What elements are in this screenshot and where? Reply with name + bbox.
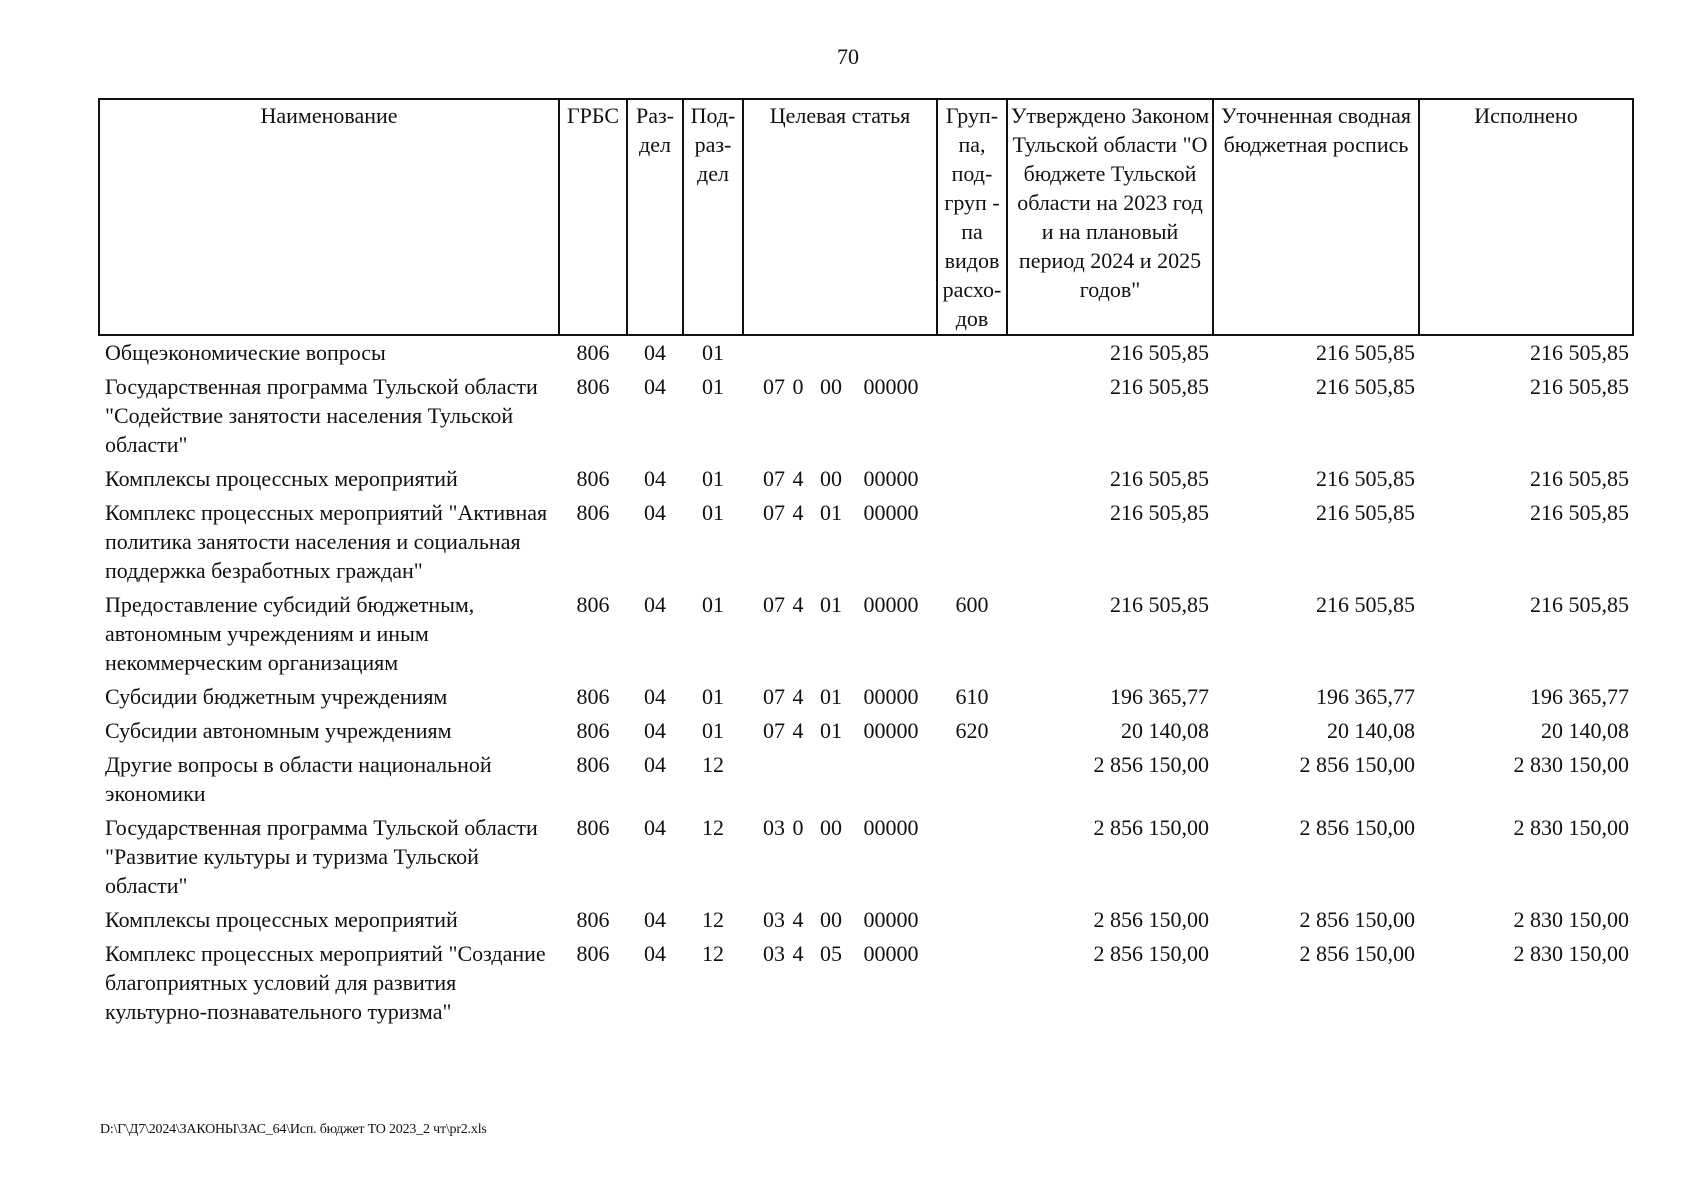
row-name: Государственная программа Тульской области "Содействие занятости населения Тульской области"	[105, 374, 538, 457]
target-type: 0	[792, 374, 804, 399]
row-podrazdel: 01	[702, 684, 724, 709]
row-group	[937, 462, 1007, 496]
target-event: 00	[820, 374, 842, 399]
table-row	[99, 748, 1633, 811]
header-grbs: ГРБС	[559, 99, 627, 335]
target-type: 4	[792, 500, 804, 525]
row-target	[743, 335, 937, 370]
row-name: Комплекс процессных мероприятий "Создание благоприятных условий для развития культурно-познавательного туризма"	[105, 941, 546, 1024]
row-razdel: 04	[644, 466, 666, 491]
table-row	[99, 903, 1633, 937]
target-type: 4	[792, 907, 804, 932]
row-target	[743, 588, 937, 680]
table-row	[99, 588, 1633, 680]
target-direction: 00000	[863, 941, 919, 966]
target-event: 01	[820, 500, 842, 525]
target-type: 4	[792, 466, 804, 491]
row-group: 610	[955, 684, 989, 709]
row-name: Субсидии автономным учреждениям	[105, 718, 452, 743]
target-type: 4	[792, 592, 804, 617]
row-target	[743, 937, 937, 1029]
row-name: Другие вопросы в области национальной экономики	[105, 752, 492, 806]
row-podrazdel: 12	[702, 752, 724, 777]
row-podrazdel: 12	[702, 815, 724, 840]
row-razdel: 04	[644, 815, 666, 840]
row-executed: 216 505,85	[1530, 592, 1629, 617]
table-row	[99, 937, 1633, 1029]
row-refined: 196 365,77	[1316, 684, 1415, 709]
target-event: 00	[820, 907, 842, 932]
row-executed: 216 505,85	[1530, 374, 1629, 399]
row-approved: 216 505,85	[1110, 374, 1209, 399]
row-razdel: 04	[644, 718, 666, 743]
target-direction: 00000	[863, 718, 919, 743]
target-program: 07	[763, 466, 785, 491]
row-grbs: 806	[576, 907, 610, 932]
header-executed: Исполнено	[1419, 99, 1633, 335]
target-type: 4	[792, 718, 804, 743]
row-approved: 20 140,08	[1121, 718, 1209, 743]
row-executed: 196 365,77	[1530, 684, 1629, 709]
target-program: 07	[763, 592, 785, 617]
header-approved: Утверждено Законом Тульской области "О бюджете Тульской области на 2023 год и на плановый период 2024 и 2025 годов"	[1007, 99, 1213, 335]
row-name: Комплексы процессных мероприятий	[105, 466, 458, 491]
row-razdel: 04	[644, 684, 666, 709]
row-group	[937, 937, 1007, 1029]
row-target	[743, 714, 937, 748]
row-refined: 2 856 150,00	[1299, 907, 1415, 932]
row-executed: 2 830 150,00	[1513, 941, 1629, 966]
row-razdel: 04	[644, 907, 666, 932]
row-grbs: 806	[576, 466, 610, 491]
row-podrazdel: 01	[702, 340, 724, 365]
row-podrazdel: 01	[702, 718, 724, 743]
row-target	[743, 370, 937, 462]
target-program: 07	[763, 684, 785, 709]
row-grbs: 806	[576, 592, 610, 617]
target-program: 07	[763, 500, 785, 525]
row-razdel: 04	[644, 941, 666, 966]
row-approved: 2 856 150,00	[1093, 815, 1209, 840]
target-event: 05	[820, 941, 842, 966]
row-approved: 216 505,85	[1110, 592, 1209, 617]
target-direction: 00000	[863, 466, 919, 491]
row-refined: 216 505,85	[1316, 592, 1415, 617]
table-header-row	[99, 99, 1633, 335]
header-refined: Уточненная сводная бюджетная роспись	[1213, 99, 1419, 335]
row-approved: 2 856 150,00	[1093, 941, 1209, 966]
row-grbs: 806	[576, 684, 610, 709]
row-name: Субсидии бюджетным учреждениям	[105, 684, 448, 709]
row-executed: 2 830 150,00	[1513, 752, 1629, 777]
row-group	[937, 811, 1007, 903]
row-name: Предоставление субсидий бюджетным, автономным учреждениям и иным некоммерческим организациям	[105, 592, 475, 675]
row-grbs: 806	[576, 500, 610, 525]
row-grbs: 806	[576, 718, 610, 743]
header-target: Целевая статья	[743, 99, 937, 335]
row-approved: 2 856 150,00	[1093, 752, 1209, 777]
row-podrazdel: 01	[702, 466, 724, 491]
target-type: 4	[792, 684, 804, 709]
row-executed: 216 505,85	[1530, 500, 1629, 525]
target-event: 01	[820, 718, 842, 743]
target-event: 01	[820, 684, 842, 709]
header-group: Груп-па, под-груп - па видов расхо-дов	[937, 99, 1007, 335]
target-event: 01	[820, 592, 842, 617]
table-row	[99, 714, 1633, 748]
row-podrazdel: 12	[702, 941, 724, 966]
target-direction: 00000	[863, 815, 919, 840]
row-group	[937, 335, 1007, 370]
target-direction: 00000	[863, 684, 919, 709]
row-refined: 2 856 150,00	[1299, 941, 1415, 966]
row-grbs: 806	[576, 374, 610, 399]
row-approved: 196 365,77	[1110, 684, 1209, 709]
target-program: 07	[763, 718, 785, 743]
row-grbs: 806	[576, 941, 610, 966]
row-name: Общеэкономические вопросы	[105, 340, 386, 365]
row-group	[937, 903, 1007, 937]
table-row	[99, 370, 1633, 462]
row-refined: 216 505,85	[1316, 500, 1415, 525]
page-number: 70	[837, 44, 859, 69]
row-refined: 216 505,85	[1316, 466, 1415, 491]
row-target	[743, 462, 937, 496]
target-program: 07	[763, 374, 785, 399]
row-podrazdel: 01	[702, 500, 724, 525]
row-executed: 216 505,85	[1530, 466, 1629, 491]
row-target	[743, 811, 937, 903]
row-group: 620	[955, 718, 989, 743]
row-group	[937, 748, 1007, 811]
row-target	[743, 748, 937, 811]
file-path: D:\Г\Д7\2024\ЗАКОНЫ\ЗАС_64\Исп. бюджет ТО 2023_2 чт\pr2.xls	[100, 1122, 487, 1137]
row-name: Комплексы процессных мероприятий	[105, 907, 458, 932]
row-razdel: 04	[644, 500, 666, 525]
row-razdel: 04	[644, 752, 666, 777]
table-row	[99, 496, 1633, 588]
row-executed: 2 830 150,00	[1513, 907, 1629, 932]
row-refined: 216 505,85	[1316, 340, 1415, 365]
row-grbs: 806	[576, 752, 610, 777]
row-razdel: 04	[644, 340, 666, 365]
row-podrazdel: 12	[702, 907, 724, 932]
row-approved: 216 505,85	[1110, 466, 1209, 491]
row-executed: 2 830 150,00	[1513, 815, 1629, 840]
header-podrazdel: Под-раз-дел	[683, 99, 743, 335]
table-row	[99, 811, 1633, 903]
target-direction: 00000	[863, 907, 919, 932]
target-event: 00	[820, 815, 842, 840]
row-target	[743, 903, 937, 937]
target-direction: 00000	[863, 592, 919, 617]
target-type: 0	[792, 815, 804, 840]
row-name: Государственная программа Тульской области "Развитие культуры и туризма Тульской области"	[105, 815, 538, 898]
target-type: 4	[792, 941, 804, 966]
budget-table	[98, 98, 1634, 1029]
row-target	[743, 496, 937, 588]
target-direction: 00000	[863, 374, 919, 399]
row-refined: 20 140,08	[1327, 718, 1415, 743]
row-approved: 2 856 150,00	[1093, 907, 1209, 932]
row-name: Комплекс процессных мероприятий "Активная политика занятости населения и социальная поддержка безработных граждан"	[105, 500, 548, 583]
row-refined: 2 856 150,00	[1299, 815, 1415, 840]
target-direction: 00000	[863, 500, 919, 525]
row-refined: 2 856 150,00	[1299, 752, 1415, 777]
row-approved: 216 505,85	[1110, 340, 1209, 365]
row-group: 600	[955, 592, 989, 617]
target-program: 03	[763, 907, 785, 932]
row-podrazdel: 01	[702, 374, 724, 399]
row-grbs: 806	[576, 815, 610, 840]
row-razdel: 04	[644, 592, 666, 617]
header-razdel: Раз-дел	[627, 99, 683, 335]
row-razdel: 04	[644, 374, 666, 399]
table-row	[99, 680, 1633, 714]
row-executed: 20 140,08	[1541, 718, 1629, 743]
row-approved: 216 505,85	[1110, 500, 1209, 525]
row-grbs: 806	[576, 340, 610, 365]
target-program: 03	[763, 941, 785, 966]
row-group	[937, 496, 1007, 588]
table-row	[99, 462, 1633, 496]
target-event: 00	[820, 466, 842, 491]
row-podrazdel: 01	[702, 592, 724, 617]
row-refined: 216 505,85	[1316, 374, 1415, 399]
target-program: 03	[763, 815, 785, 840]
header-name: Наименование	[99, 99, 559, 335]
row-target	[743, 680, 937, 714]
row-group	[937, 370, 1007, 462]
row-executed: 216 505,85	[1530, 340, 1629, 365]
table-row	[99, 335, 1633, 370]
